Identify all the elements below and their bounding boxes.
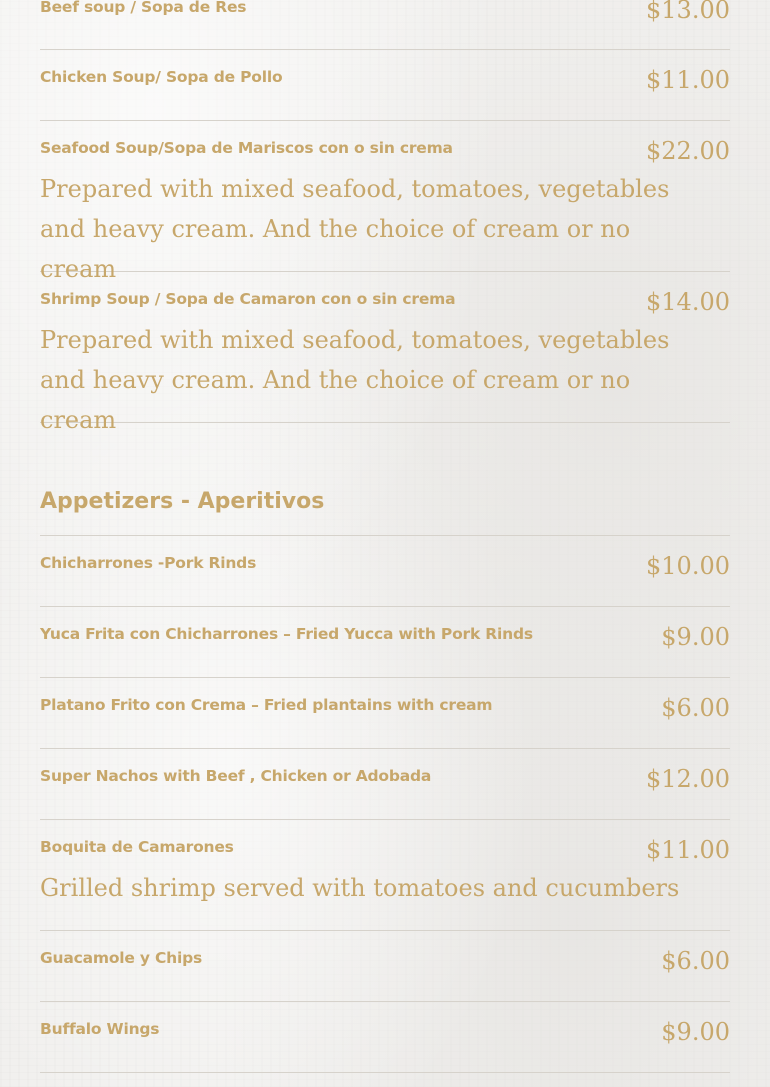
menu-item-super-nachos [40,749,730,820]
menu-item-guacamole [40,931,730,1002]
menu-item-price: $22.00 [646,137,730,165]
menu-item-price: $11.00 [646,836,730,864]
menu-item-chicken-soup [40,50,730,121]
menu-item-name: Chicken Soup/ Sopa de Pollo [40,68,283,86]
menu-item-name: Yuca Frita con Chicharrones – Fried Yucca with Pork Rinds [40,625,533,643]
section-title: Appetizers - Aperitivos [40,489,325,514]
menu-item-name: Buffalo Wings [40,1020,160,1038]
menu-item-name: Chicharrones -Pork Rinds [40,554,257,572]
menu-item-price: $6.00 [661,947,730,975]
menu-item-name: Super Nachos with Beef , Chicken or Adobada [40,767,432,785]
menu-item-price: $11.00 [646,66,730,94]
menu-item-name: Boquita de Camarones [40,838,234,856]
menu-item-shrimp-soup [40,272,730,434]
menu-item-boquita-de-camarones [40,820,730,931]
menu-item-platano-frito [40,678,730,749]
menu-item-description: Prepared with mixed seafood, tomatoes, vegetables and heavy cream. And the choice of cream or no cream [40,326,670,434]
menu-item-price: $14.00 [646,288,730,316]
menu-item-name: Shrimp Soup / Sopa de Camaron con o sin crema [40,290,456,308]
menu-item-seafood-soup [40,121,730,283]
menu-item-price: $9.00 [661,1018,730,1046]
menu-item-price: $13.00 [646,0,730,24]
menu-item-name: Guacamole y Chips [40,949,203,967]
menu-item-yuca-frita [40,607,730,678]
menu-item-beef-soup [40,0,730,50]
menu-item-price: $10.00 [646,552,730,580]
menu-item-description: Prepared with mixed seafood, tomatoes, vegetables and heavy cream. And the choice of cream or no cream [40,175,670,283]
menu-item-name: Seafood Soup/Sopa de Mariscos con o sin crema [40,139,453,157]
section-header-appetizers [40,423,730,536]
menu-item-price: $6.00 [661,694,730,722]
menu-item-price: $9.00 [661,623,730,651]
menu-item-chicharrones [40,536,730,607]
menu-item-price: $12.00 [646,765,730,793]
menu-item-buffalo-wings [40,1002,730,1073]
menu-list [40,0,730,1073]
menu-item-description: Grilled shrimp served with tomatoes and cucumbers [40,874,680,902]
menu-item-name: Platano Frito con Crema – Fried plantains with cream [40,696,493,714]
menu-item-name: Beef soup / Sopa de Res [40,0,247,16]
